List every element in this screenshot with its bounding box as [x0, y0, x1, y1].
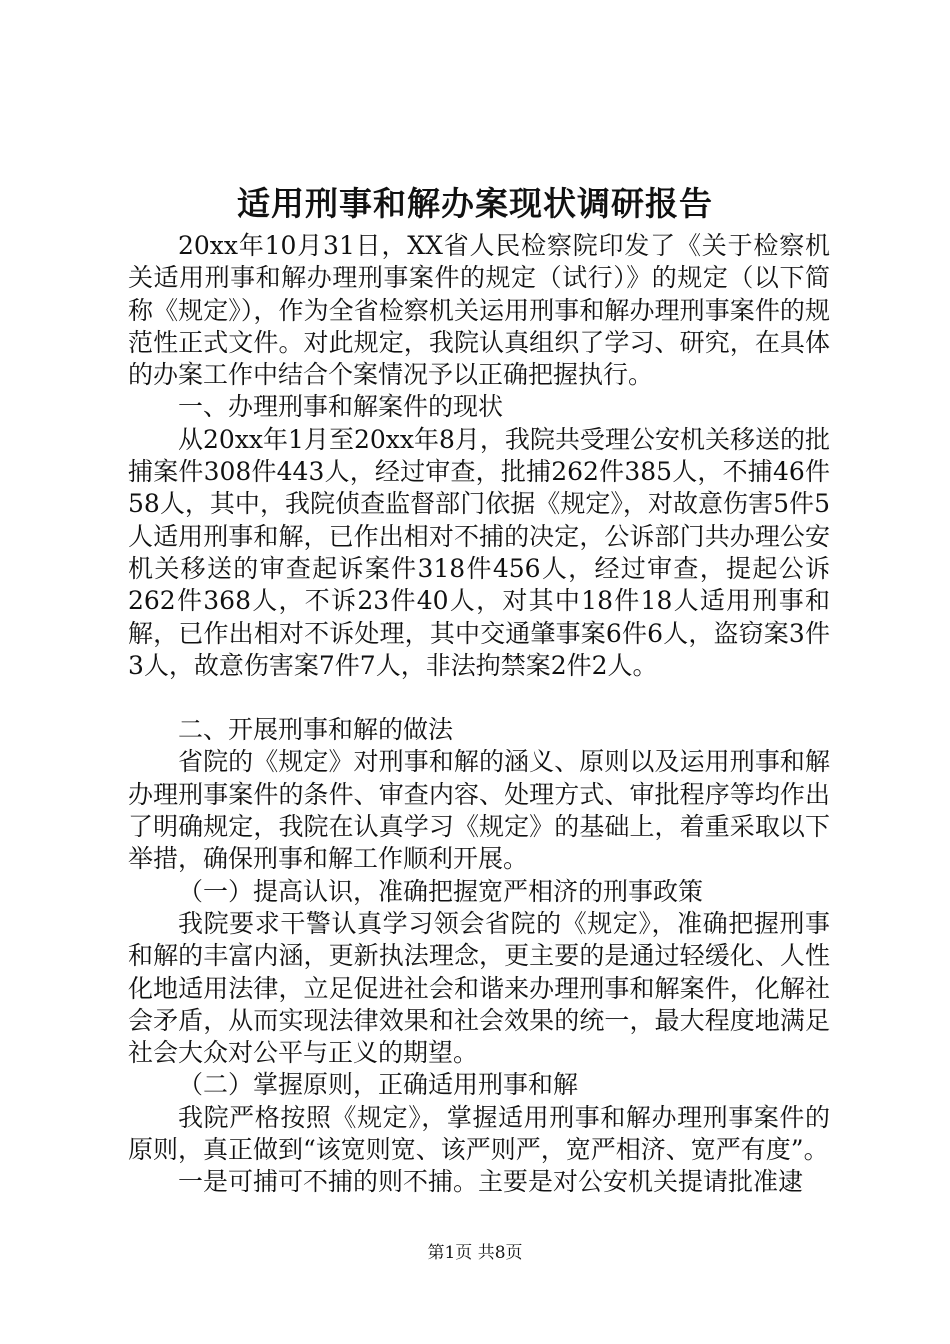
document-body [128, 230, 830, 1199]
paragraph-status: 从20xx年1月至20xx年8月，我院共受理公安机关移送的批捕案件308件443人，经过审查，批捕262件385人，不捕46件58人，其中，我院侦查监督部门依据《规定》，对故意伤害5件5人适用刑事和解，已作出相对不捕的决定，公诉部门共办理公安机关移送的审查起诉案件318件456人，经过审查，提起公诉262件368人，不诉23件40人，对其中18件18人适用刑事和解，已作出相对不诉处理，其中交通肇事案6件6人，盗窃案3件3人，故意伤害案7件7人，非法拘禁案2件2人。 [128, 424, 830, 680]
paragraph-practice: 省院的《规定》对刑事和解的涵义、原则以及运用刑事和解办理刑事案件的条件、审查内容、处理方式、审批程序等均作出了明确规定，我院在认真学习《规定》的基础上，着重采取以下举措，确保刑事和解工作顺利开展。 [128, 747, 830, 874]
paragraph-awareness: 我院要求干警认真学习领会省院的《规定》，准确把握刑事和解的丰富内涵，更新执法理念，更主要的是通过轻缓化、人性化地适用法律，立足促进社会和谐来办理刑事和解案件，化解社会矛盾，从而实现法律效果和社会效果的统一，最大程度地满足社会大众对公平与正义的期望。 [128, 908, 830, 1068]
section-heading-1: 一、办理刑事和解案件的现状 [178, 392, 504, 422]
section-heading-2: 二、开展刑事和解的做法 [178, 715, 454, 745]
paragraph-intro: 20xx年10月31日，XX省人民检察院印发了《关于检察机关适用刑事和解办理刑事案件的规定（试行）》的规定（以下简称《规定》），作为全省检察机关运用刑事和解办理刑事案件的规范性正式文件。对此规定，我院认真组织了学习、研究，在具体的办案工作中结合个案情况予以正确把握执行。 [128, 231, 830, 390]
subsection-heading-2: （二）掌握原则，正确适用刑事和解 [178, 1070, 579, 1100]
page-number-footer: 第1页 共8页 [427, 1243, 523, 1263]
paragraph-principles: 我院严格按照《规定》，掌握适用刑事和解办理刑事案件的原则，真正做到“该宽则宽、该严则严，宽严相济、宽严有度”。 [128, 1102, 830, 1165]
document-title: 适用刑事和解办案现状调研报告 [237, 184, 713, 223]
paragraph-point-1: 一是可捕可不捕的则不捕。主要是对公安机关提请批准逮 [178, 1167, 804, 1197]
subsection-heading-1: （一）提高认识，准确把握宽严相济的刑事政策 [178, 876, 704, 906]
